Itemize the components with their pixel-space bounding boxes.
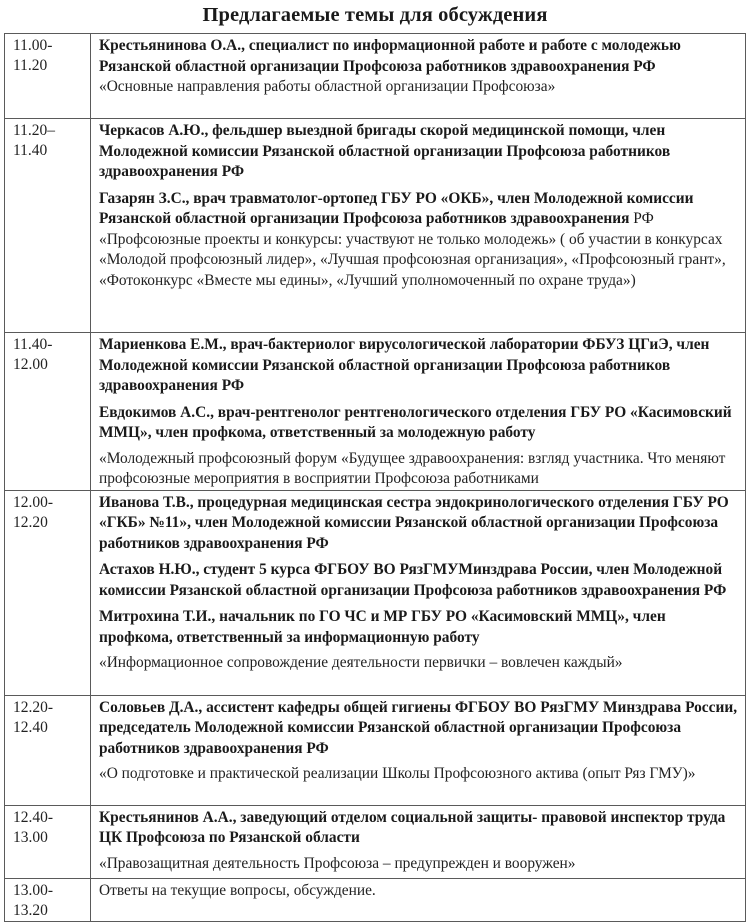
time-start: 11.40- [13, 336, 53, 353]
time-cell [5, 695, 91, 805]
speaker: Крестьянинова О.А., специалист по информационной работе и работе с молодежью Рязанской областной организации Профсоюза работников здравоохранения РФ [99, 37, 681, 75]
topic: «Информационное сопровождение деятельности первички – вовлечен каждый» [99, 654, 623, 671]
speaker [99, 189, 739, 230]
speaker: Иванова Т.В., процедурная медицинская сестра эндокринологического отделения ГБУ РО «ГКБ» №11», член Молодежной комиссии Рязанской областной организации Профсоюза работников здравоохранения РФ [99, 493, 729, 552]
time-cell [5, 34, 91, 119]
speaker: Крестьянинов А.А., заведующий отделом социальной защиты- правовой инспектор труда ЦК Профсоюза по Рязанской области [99, 808, 726, 846]
speaker: Митрохина Т.И., начальник по ГО ЧС и МР ГБУ РО «Касимовский ММЦ», член профкома, ответственный за информационную работу [99, 608, 666, 646]
time-end: 12.00 [13, 356, 48, 373]
speaker-text: Газарян З.С., врач травматолог-ортопед ГБУ РО «ОКБ», член Молодежной комиссии Рязанской областной организации Профсоюза работников здравоохранения [99, 189, 694, 227]
time-end: 13.20 [13, 901, 48, 919]
time-end: 11.20 [13, 57, 48, 74]
speaker-suffix: РФ [633, 210, 654, 227]
time-start: 12.20- [13, 698, 54, 716]
time-end: 13.00 [13, 828, 48, 846]
time-start: 13.00- [13, 881, 54, 899]
speaker: Черкасов А.Ю., фельдшер выездной бригады скорой медицинской помощи, член Молодежной комиссии Рязанской областной организации Профсоюза работников здравоохранения РФ [99, 122, 671, 180]
time-cell [5, 119, 91, 333]
table-row [5, 490, 746, 695]
time-end: 12.40 [13, 718, 48, 736]
content-cell [91, 805, 746, 878]
content-cell [91, 695, 746, 805]
content-cell [91, 878, 746, 921]
table-row [5, 119, 746, 333]
time-end: 11.40 [13, 142, 48, 159]
table-row [5, 34, 746, 119]
content-cell [91, 490, 746, 695]
topic: «Профсоюзные проекты и конкурсы: участвуют не только молодежь» ( об участии в конкурсах «Молодой профсоюзный лидер», «Лучшая профсоюзная организация», «Профсоюзный грант», «Фотоконкурс «Вместе мы едины», «Лучший уполномоченный по охране труда») [99, 230, 726, 289]
table-row [5, 878, 746, 921]
time-cell [5, 490, 91, 695]
content-cell [91, 34, 746, 119]
time-end: 12.20 [13, 513, 48, 531]
page-title: Предлагаемые темы для обсуждения [202, 4, 548, 26]
table-row [5, 805, 746, 878]
topic: «Правозащитная деятельность Профсоюза – предупрежден и вооружен» [99, 854, 576, 872]
time-start: 11.20– [13, 122, 56, 139]
topic: «Основные направления работы областной организации Профсоюза» [99, 78, 556, 95]
topic: «О подготовке и практической реализации Школы Профсоюзного актива (опыт Ряз ГМУ)» [99, 765, 696, 782]
content-cell [91, 333, 746, 491]
speaker: Соловьев Д.А., ассистент кафедры общей гигиены ФГБОУ ВО РязГМУ Минздрава России, председатель Молодежной комиссии Рязанской областной организации Профсоюза работников здравоохранения РФ [99, 698, 738, 757]
time-cell [5, 333, 91, 491]
table-row [5, 695, 746, 805]
time-start: 12.00- [13, 493, 54, 511]
time-cell [5, 805, 91, 878]
agenda-table [4, 33, 746, 922]
table-row [5, 333, 746, 491]
speaker: Евдокимов А.С., врач-рентгенолог рентгенологического отделения ГБУ РО «Касимовский ММЦ», член профкома, ответственный за молодежную работу [99, 403, 732, 441]
speaker: Астахов Н.Ю., студент 5 курса ФГБОУ ВО РязГМУМинздрава России, член Молодежной комиссии Рязанской областной организации Профсоюза работников здравоохранения РФ [99, 561, 727, 599]
time-start: 12.40- [13, 808, 54, 826]
time-start: 11.00- [13, 37, 53, 54]
topic: Ответы на текущие вопросы, обсуждение. [99, 881, 376, 899]
content-cell [91, 119, 746, 333]
topic: «Молодежный профсоюзный форум «Будущее здравоохранения: взгляд участника. Что меняют профсоюзные мероприятия в восприятии Профсоюза работниками [99, 449, 726, 487]
time-cell [5, 878, 91, 921]
speaker: Мариенкова Е.М., врач-бактериолог вирусологической лаборатории ФБУЗ ЦГиЭ, член Молодежной комиссии Рязанской областной организации Профсоюза работников здравоохранения РФ [99, 336, 710, 394]
